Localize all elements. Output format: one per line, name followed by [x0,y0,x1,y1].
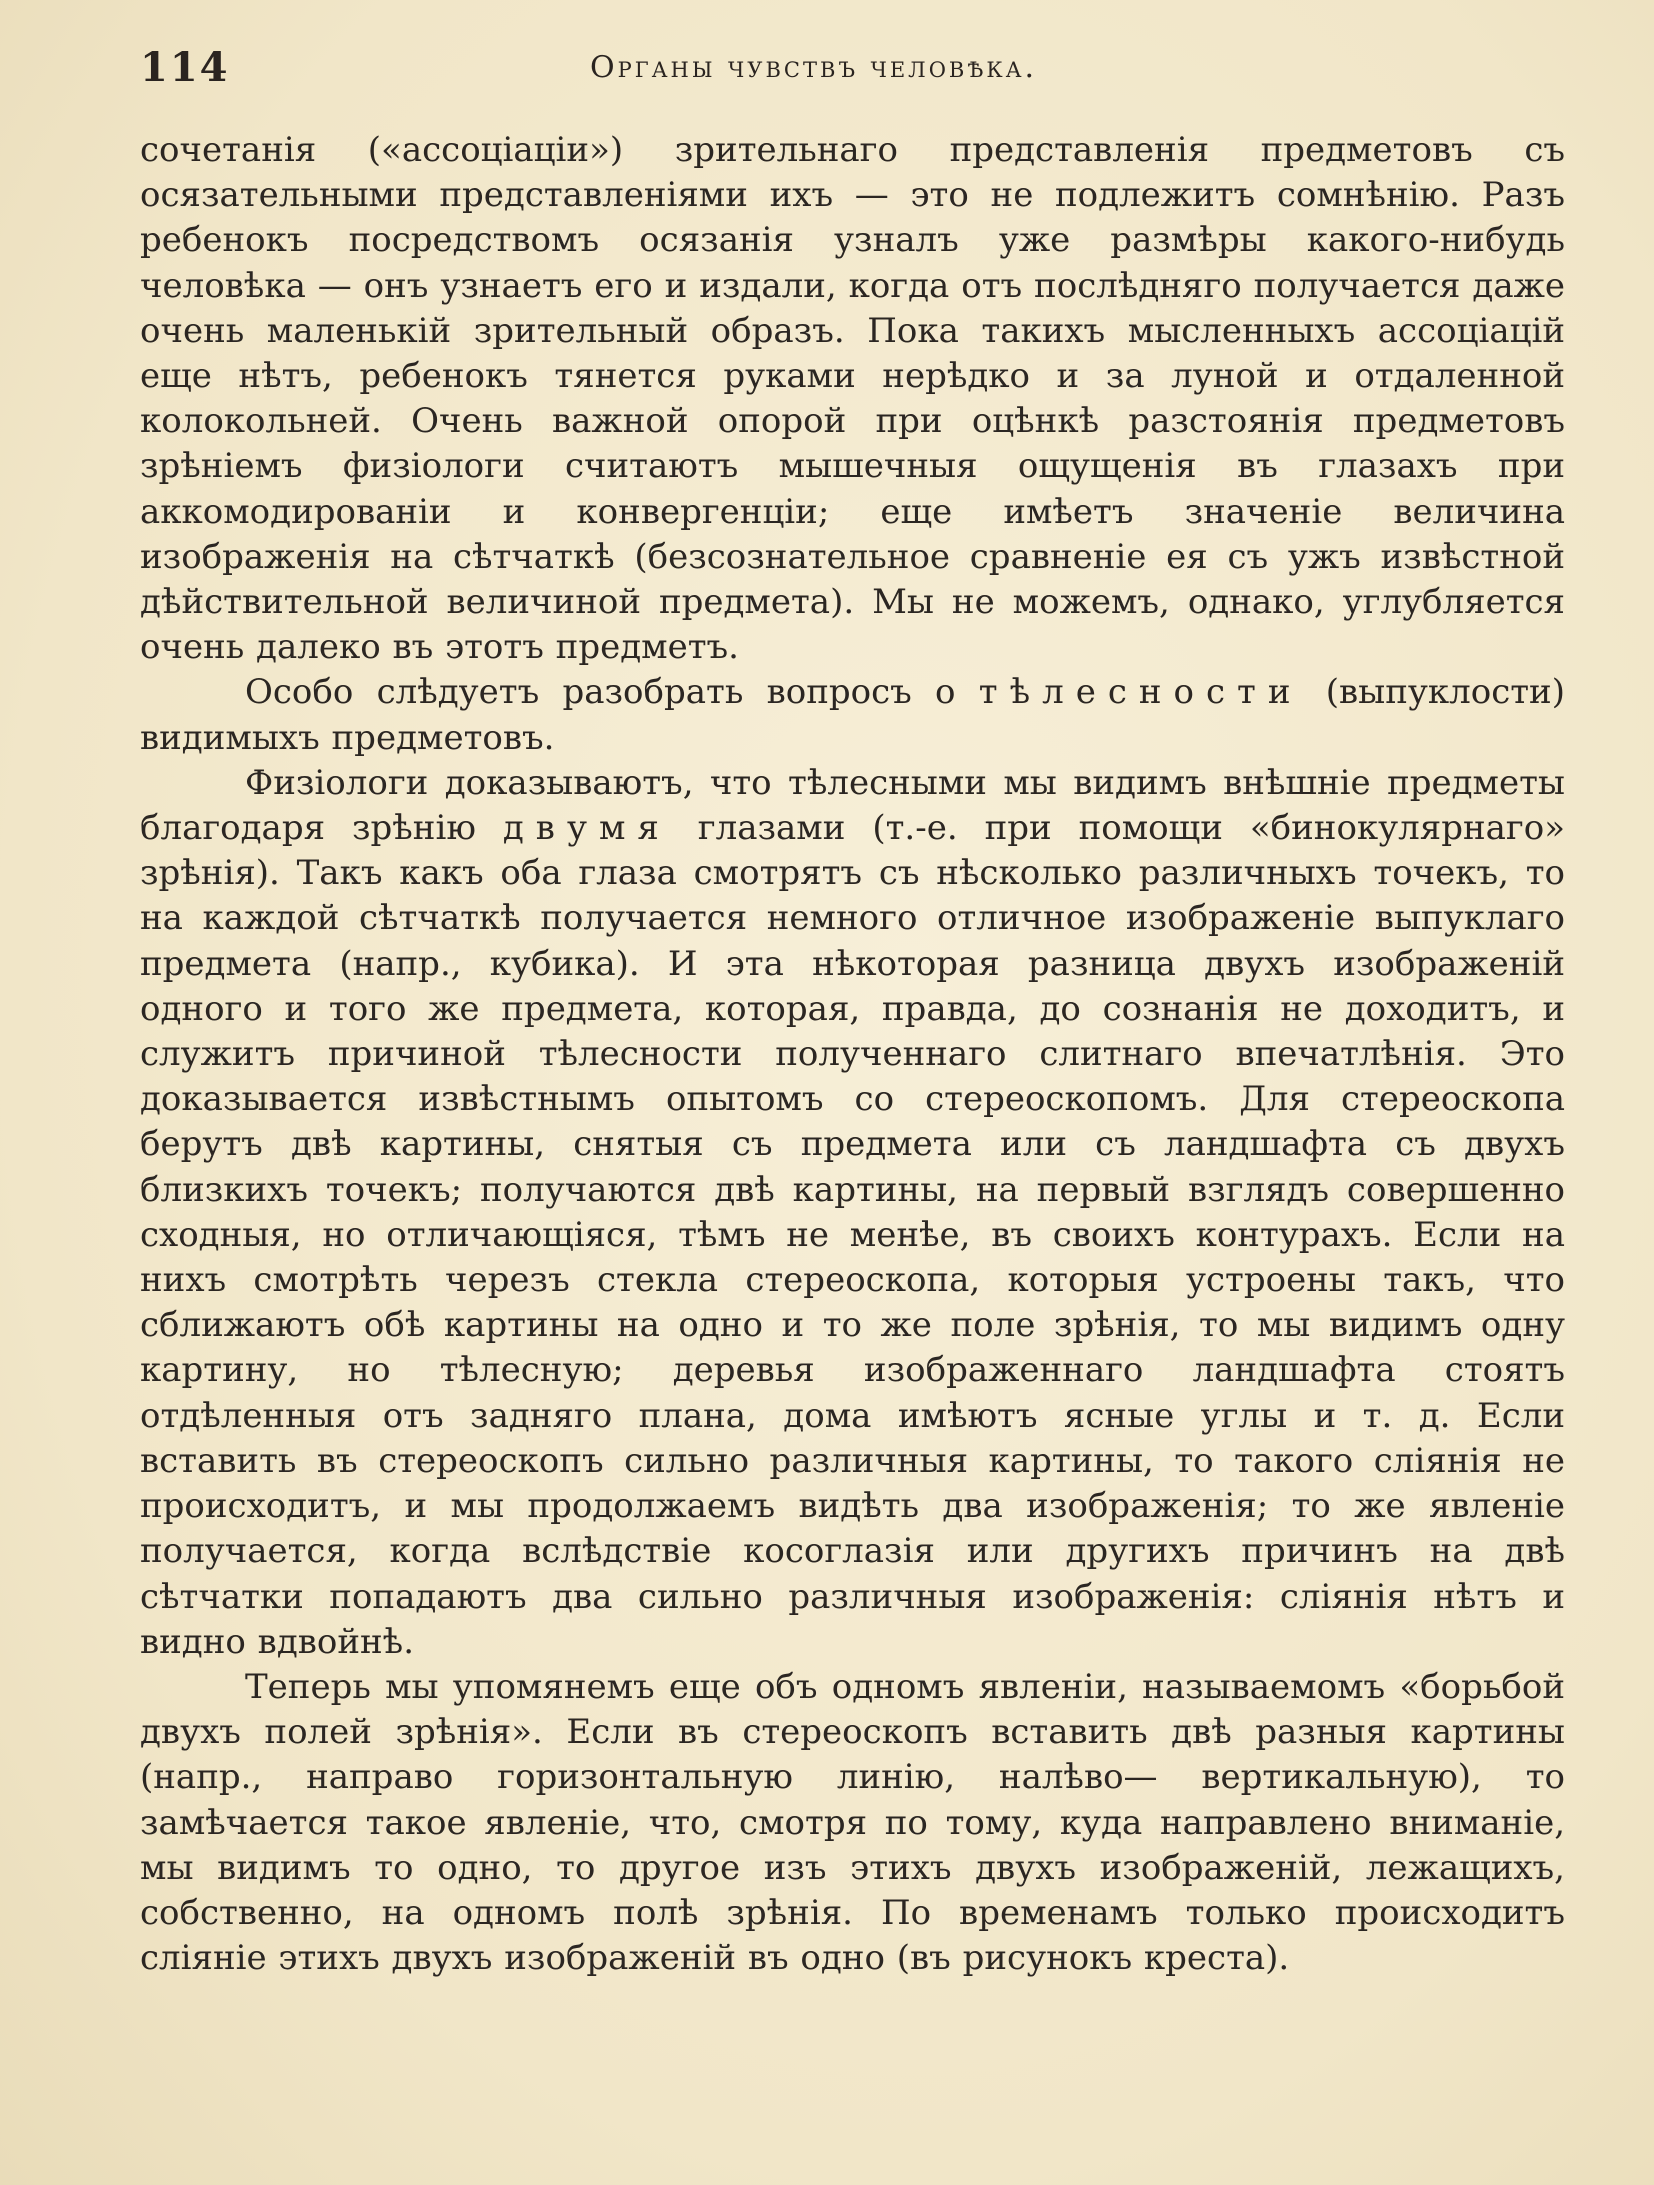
page-number: 114 [140,44,230,91]
running-title: Органы чувствъ человѣка. [590,50,1038,85]
body-text [140,128,1565,1981]
paragraph-3-text-end: глазами (т.-е. при помощи «бинокулярнаго» зрѣнія). Такъ какъ оба глаза смотрятъ съ нѣсколько различныхъ точекъ, то на каждой сѣтчаткѣ получается немного отличное изображеніе выпуклаго предмета (напр., кубика). И эта нѣкоторая разница двухъ изображеній одного и того же предмета, которая, правда, до сознанія не доходитъ, и служитъ причиной тѣлесности полученнаго слитнаго впечатлѣнія. Это доказывается извѣстнымъ опытомъ со стереоскопомъ. Для стереоскопа берутъ двѣ картины, снятыя съ предмета или съ ландшафта съ двухъ близкихъ точекъ; получаются двѣ картины, на первый взглядъ совершенно сходныя, но отличающіяся, тѣмъ не менѣе, въ своихъ контурахъ. Если на нихъ смотрѣть черезъ стекла стереоскопа, которыя устроены такъ, что сближаютъ обѣ картины на одно и то же поле зрѣнія, то мы видимъ одну картину, но тѣлесную; деревья изображеннаго ландшафта стоятъ отдѣленныя отъ задняго плана, дома имѣютъ ясные углы и т. д. Если вставить въ стереоскопъ сильно различныя картины, то такого слiянія не происходитъ, и мы продолжаемъ видѣть два изображенія; то же явленіе получается, когда вслѣдствіе косоглазія или другихъ причинъ на двѣ сѣтчатки попадаютъ два сильно различныя изображенія: слiянія нѣтъ и видно вдвойнѣ. [140,808,1565,1662]
paragraph-2-text-end: (выпуклости) видимыхъ предметовъ. [140,672,1565,758]
paragraph-1: сочетанія («ассоціаціи») зрительнаго представленія предметовъ съ осязательными представленіями ихъ — это не подлежитъ сомнѣнію. Разъ ребенокъ посредствомъ осязанія узналъ уже размѣры какого-нибудь человѣка — онъ узнаетъ его и издали, когда отъ послѣдняго получается даже очень маленькій зрительный образъ. Пока такихъ мысленныхъ ассоціацій еще нѣтъ, ребенокъ тянется руками нерѣдко и за луной и отдаленной колокольней. Очень важной опорой при оцѣнкѣ разстоянія предметовъ зрѣніемъ физіологи считаютъ мышечныя ощущенія въ глазахъ при аккомодированіи и конвергенціи; еще имѣетъ значеніе величина изображенія на сѣтчаткѣ (безсознательное сравненіе ея съ ужъ извѣстной дѣйствительной величиной предмета). Мы не можемъ, однако, углубляется очень далеко въ этотъ предметъ. [140,130,1565,668]
paragraph-3 [140,761,1565,1665]
spaced-emphasis-word: двумя [502,808,671,849]
spaced-emphasis-word: тѣлесности [978,672,1303,713]
paragraph-3-text-start: Физіологи доказываютъ, что тѣлесными мы видимъ внѣшніе предметы благодаря зрѣнію [140,762,1565,849]
page-header [140,44,1560,104]
paragraph-2-text-start: Особо слѣдуетъ разобрать вопросъ о [245,672,979,713]
paragraph-2 [140,670,1565,760]
paragraph-4: Теперь мы упомянемъ еще объ одномъ явленіи, называемомъ «борьбой двухъ полей зрѣнія». Если въ стереоскопъ вставить двѣ разныя картины (напр., направо горизонтальную линію, налѣво— вертикальную), то замѣчается такое явленіе, что, смотря по тому, куда направлено вниманіе, мы видимъ то одно, то другое изъ этихъ двухъ изображеній, лежащихъ, собственно, на одномъ полѣ зрѣнія. По временамъ только происходитъ сліяніе этихъ двухъ изображеній въ одно (въ рисунокъ креста). [140,1666,1565,1979]
